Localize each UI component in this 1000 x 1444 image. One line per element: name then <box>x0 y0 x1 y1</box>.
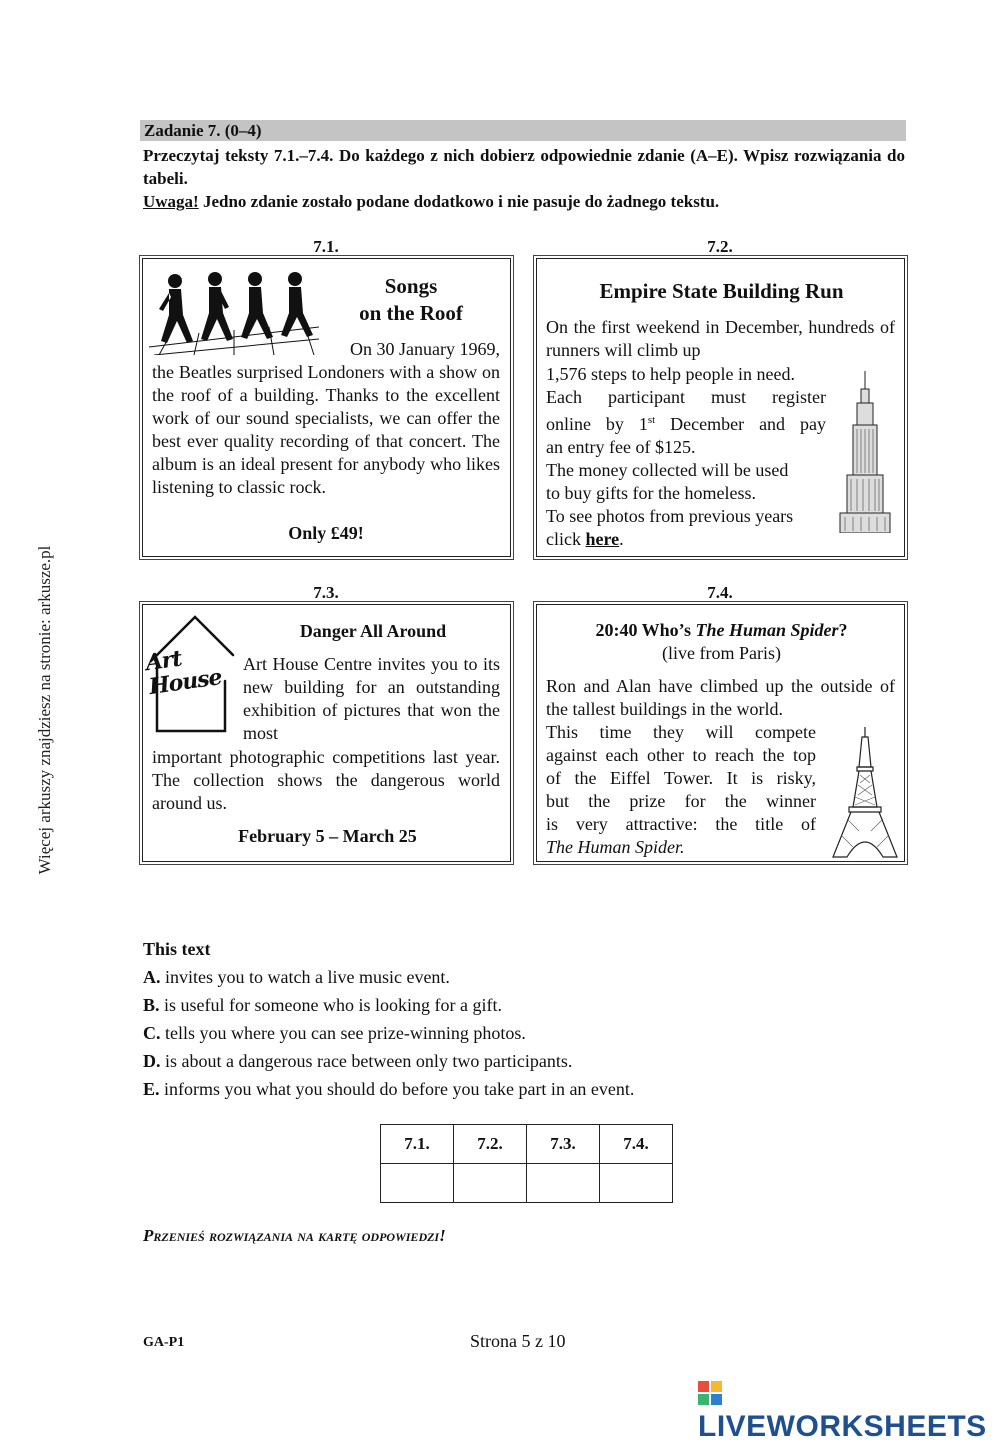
answer-table-input-row <box>381 1164 673 1203</box>
warning-text: Jedno zdanie zostało podane dodatkowo i nie pasuje do żadnego tekstu. <box>198 192 720 211</box>
liveworksheets-brand[interactable] <box>698 1376 1000 1444</box>
option-text: informs you what you should do before you take part in an event. <box>159 1079 635 1099</box>
answer-header-7-2: 7.2. <box>454 1125 527 1164</box>
t2-line-c-post: December and pay <box>655 414 826 434</box>
option-text: is useful for someone who is looking for a gift. <box>159 995 502 1015</box>
t3-body-b: important photographic competitions last year. The collection shows the dangerous world around us. <box>152 747 500 813</box>
t4-intro: Ron and Alan have climbed up the outside of the tallest buildings in the world. <box>546 676 895 719</box>
option-text: invites you to watch a live music event. <box>160 967 450 987</box>
text-number-7-1: 7.1. <box>313 237 339 256</box>
option-letter: D. <box>143 1051 161 1071</box>
t1-title-line1: Songs <box>384 274 438 298</box>
t2-line-c-sup: st <box>647 414 656 426</box>
answer-cell-7-4[interactable] <box>600 1164 673 1203</box>
t2-click-post: . <box>619 529 624 549</box>
art-house-logo-text: Art House <box>143 645 224 701</box>
answer-table-header-row <box>381 1125 673 1164</box>
option-b <box>143 991 634 1019</box>
eiffel-tower-icon <box>829 727 901 859</box>
footer-code: GA-P1 <box>143 1335 185 1350</box>
t2-line-c-pre: online by 1 <box>546 414 648 434</box>
t2-line-e: The money collected will be used <box>546 460 789 480</box>
option-letter: C. <box>143 1023 161 1043</box>
t4-title-post: ? <box>838 620 848 640</box>
answer-header-7-1: 7.1. <box>381 1125 454 1164</box>
text-number-7-3: 7.3. <box>313 583 339 602</box>
t2-line-f: to buy gifts for the homeless. <box>546 483 756 503</box>
t2-intro: On the first weekend in December, hundreds of runners will climb up <box>546 317 895 360</box>
t4-line-a: This time they will compete <box>546 722 816 742</box>
transfer-note: Przenieś rozwiązania na kartę odpowiedzi! <box>143 1226 446 1245</box>
t2-line-g: To see photos from previous years <box>546 506 794 526</box>
option-letter: B. <box>143 995 160 1015</box>
option-a <box>143 963 634 991</box>
answer-header-7-3: 7.3. <box>527 1125 600 1164</box>
t4-line-b: against each other to reach the top <box>546 745 816 765</box>
option-text: tells you where you can see prize-winning photos. <box>160 1023 526 1043</box>
text-box-7-1 <box>142 258 511 557</box>
answer-cell-7-1[interactable] <box>381 1164 454 1203</box>
beatles-crossing-icon <box>149 267 319 355</box>
instruction-text: Przeczytaj teksty 7.1.–7.4. Do każdego z nich dobierz odpowiednie zdanie (A–E). Wpisz rozwiązania do tabeli. <box>143 146 905 188</box>
task-instruction <box>143 144 905 213</box>
t3-dates: February 5 – March 25 <box>238 826 417 846</box>
t1-body-first: On 30 January 1969, <box>350 339 500 359</box>
option-letter: A. <box>143 967 161 987</box>
brand-text: LIVEWORKSHEETS <box>698 1410 987 1443</box>
warning-label: Uwaga! <box>143 192 199 211</box>
text-box-7-2 <box>536 258 905 557</box>
option-c <box>143 1019 634 1047</box>
t2-title: Empire State Building Run <box>599 279 844 303</box>
t4-title <box>537 620 906 641</box>
t2-click-line <box>546 528 826 551</box>
t4-title-italic: The Human Spider <box>695 620 839 640</box>
answer-cell-7-2[interactable] <box>454 1164 527 1203</box>
t2-click-pre: click <box>546 529 586 549</box>
text-box-7-4 <box>536 604 905 862</box>
answer-cell-7-3[interactable] <box>527 1164 600 1203</box>
t1-body: the Beatles surprised Londoners with a show on the roof of a building. Thanks to the excellent work of our sound specialists, we can offer the best ever quality recording of that concert. The album is an ideal present for anybody who likes listening to classic rock. <box>152 362 500 497</box>
options-list <box>143 935 634 1103</box>
t4-line-d: but the prize for the winner <box>546 791 816 811</box>
text-number-7-2: 7.2. <box>707 237 733 256</box>
option-text: is about a dangerous race between only two participants. <box>160 1051 573 1071</box>
t2-line-b: Each participant must register <box>546 387 826 407</box>
t3-title: Danger All Around <box>299 621 447 641</box>
side-note-text: Więcej arkuszy znajdziesz na stronie: arkusze.pl <box>35 545 54 875</box>
t4-line-c: of the Eiffel Tower. It is risky, <box>546 768 816 788</box>
option-letter: E. <box>143 1079 160 1099</box>
t1-price: Only £49! <box>288 523 364 543</box>
t4-line-f: The Human Spider. <box>546 837 685 857</box>
answer-header-7-4: 7.4. <box>600 1125 673 1164</box>
t4-line-e: is very attractive: the title of <box>546 814 816 834</box>
options-lead: This text <box>143 939 211 959</box>
answer-table <box>380 1124 673 1203</box>
footer-page: Strona 5 z 10 <box>470 1331 566 1351</box>
t2-line-d: an entry fee of $125. <box>546 437 696 457</box>
task-title: Zadanie 7. (0–4) <box>140 120 906 141</box>
liveworksheets-logo-icon <box>698 1381 722 1405</box>
t2-line-c <box>546 409 826 436</box>
t1-title-line2: on the Roof <box>359 301 463 325</box>
t3-body-a: Art House Centre invites you to its new building for an outstanding exhibition of pictures that won the most <box>243 654 500 743</box>
text-number-7-4: 7.4. <box>707 583 733 602</box>
text-box-7-3 <box>142 604 511 862</box>
t4-subtitle: (live from Paris) <box>662 643 781 663</box>
option-d <box>143 1047 634 1075</box>
empire-state-building-icon <box>837 371 893 533</box>
t2-line-a: 1,576 steps to help people in need. <box>546 364 795 384</box>
t2-here-link[interactable]: here <box>585 529 620 549</box>
option-e <box>143 1075 634 1103</box>
t4-title-pre: 20:40 Who’s <box>595 620 696 640</box>
